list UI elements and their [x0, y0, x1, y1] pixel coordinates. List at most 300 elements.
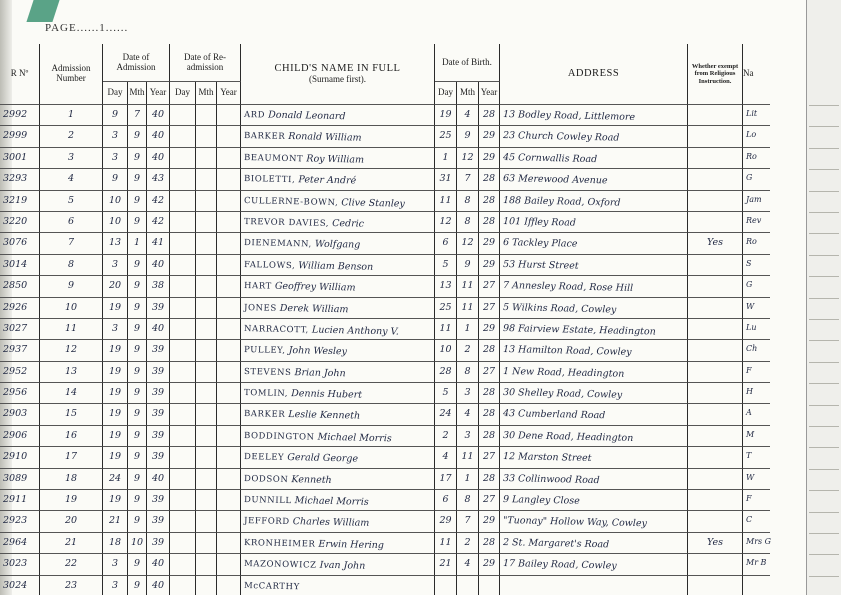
admission-month: 7 — [133, 109, 141, 120]
ref-number: 2910 — [3, 451, 28, 463]
given-names: William Benson — [298, 259, 374, 273]
readmission-month-cell — [196, 169, 217, 190]
birth-day-cell — [435, 191, 457, 212]
surname: DUNNILL — [243, 495, 292, 507]
childs-name-cell — [241, 212, 435, 233]
readmission-month-cell — [196, 426, 217, 447]
admission-number-cell — [40, 255, 103, 276]
address-cell — [500, 554, 688, 575]
birth-year-cell — [479, 191, 500, 212]
ref-number: 2903 — [3, 408, 28, 420]
birth-day-cell — [435, 404, 457, 425]
readmission-month-cell — [196, 447, 217, 468]
birth-day-cell — [435, 105, 457, 126]
birth-day-cell — [435, 533, 457, 554]
edge-rule-line — [809, 469, 839, 470]
admission-month: 9 — [133, 472, 141, 484]
admission-month: 9 — [133, 173, 141, 185]
given-names: Geoffrey William — [274, 280, 356, 294]
admission-month: 9 — [133, 151, 141, 163]
admission-year: 39 — [151, 408, 165, 420]
next-column-cell — [743, 426, 770, 447]
subheader-birth-month: Mth — [457, 82, 479, 105]
next-column-value: C — [746, 515, 753, 525]
next-column-cell — [743, 404, 770, 425]
exempt-cell — [688, 447, 743, 468]
birth-day: 1 — [442, 151, 449, 163]
readmission-month-cell — [196, 404, 217, 425]
next-column-value: T — [746, 451, 752, 461]
admission-month: 9 — [133, 429, 141, 441]
birth-year: 27 — [482, 494, 496, 506]
admission-day: 19 — [108, 408, 122, 420]
admission-day-cell — [103, 340, 128, 361]
readmission-year-cell — [217, 340, 241, 361]
edge-rule-line — [809, 319, 839, 320]
address-cell — [500, 191, 688, 212]
edge-rule-line — [809, 383, 839, 384]
ref-number: 2956 — [3, 387, 28, 399]
readmission-year-cell — [217, 233, 241, 254]
admission-month: 9 — [133, 387, 141, 399]
address: 30 Shelley Road, Cowley — [502, 387, 623, 401]
admission-number-cell — [40, 511, 103, 532]
admission-day-cell — [103, 276, 128, 297]
ref-number-cell — [0, 533, 40, 554]
admission-year-cell — [147, 404, 170, 425]
birth-year: 28 — [482, 472, 496, 484]
admission-month: 9 — [133, 130, 141, 142]
exempt-cell — [688, 105, 743, 126]
birth-month-cell — [457, 511, 479, 532]
birth-year-cell — [479, 212, 500, 233]
admission-day: 18 — [108, 536, 122, 548]
admission-day: 19 — [108, 494, 122, 506]
exempt-cell — [688, 383, 743, 404]
edge-rule-line — [809, 447, 839, 448]
birth-year: 29 — [482, 558, 496, 570]
birth-year-cell — [479, 426, 500, 447]
edge-rule-line — [809, 405, 839, 406]
ref-number: 2964 — [3, 536, 28, 548]
admission-day-cell — [103, 490, 128, 511]
birth-month: 1 — [464, 472, 471, 484]
birth-month-cell — [457, 383, 479, 404]
admission-number: 13 — [64, 365, 78, 377]
admission-day-cell — [103, 511, 128, 532]
given-names: Cedric — [332, 217, 365, 230]
ref-number: 2926 — [3, 301, 28, 313]
address: 5 Wilkins Road, Cowley — [502, 301, 617, 316]
next-column-cell — [743, 105, 770, 126]
exempt-cell — [688, 212, 743, 233]
birth-day-cell — [435, 362, 457, 383]
admission-day: 24 — [108, 472, 122, 484]
admission-year-cell — [147, 148, 170, 169]
admission-month: 9 — [133, 515, 141, 527]
admission-year-cell — [147, 340, 170, 361]
admission-month: 9 — [133, 579, 141, 591]
surname: TOMLIN, — [243, 388, 289, 400]
birth-day-cell — [435, 276, 457, 297]
ref-number-cell — [0, 554, 40, 575]
next-column-value: G — [746, 280, 753, 290]
admission-month: 1 — [133, 237, 141, 249]
birth-month-cell — [457, 426, 479, 447]
birth-day-cell — [435, 340, 457, 361]
exempt-cell — [688, 233, 743, 254]
readmission-year-cell — [217, 469, 241, 490]
next-column-cell — [743, 576, 770, 595]
address: 1 New Road, Headington — [502, 365, 625, 380]
header-admission-number: Admission Number — [40, 44, 103, 105]
ref-number-cell — [0, 404, 40, 425]
admission-day-cell — [103, 533, 128, 554]
admission-day: 19 — [108, 344, 122, 356]
admission-year-cell — [147, 105, 170, 126]
admission-month-cell — [128, 576, 147, 595]
readmission-month-cell — [196, 233, 217, 254]
admission-day: 19 — [108, 365, 122, 377]
admission-day: 3 — [111, 151, 119, 163]
address: 13 Bodley Road, Littlemore — [502, 109, 636, 123]
birth-month: 4 — [464, 109, 471, 120]
admission-day-cell — [103, 212, 128, 233]
address-cell — [500, 126, 688, 147]
birth-year-cell — [479, 169, 500, 190]
admission-day: 19 — [108, 301, 122, 313]
birth-year-cell — [479, 554, 500, 575]
childs-name-cell — [241, 276, 435, 297]
address-cell — [500, 169, 688, 190]
admission-year-cell — [147, 383, 170, 404]
admission-number: 6 — [67, 215, 75, 227]
admission-day: 13 — [108, 237, 122, 249]
next-column-cell — [743, 276, 770, 297]
birth-month: 3 — [464, 387, 471, 399]
readmission-month-cell — [196, 576, 217, 595]
admission-year-cell — [147, 191, 170, 212]
admission-number: 15 — [64, 408, 78, 420]
admission-day-cell — [103, 105, 128, 126]
admission-day: 19 — [108, 429, 122, 441]
birth-year-cell — [479, 490, 500, 511]
admission-month: 9 — [133, 322, 141, 334]
admission-number: 16 — [64, 429, 78, 441]
readmission-day-cell — [170, 426, 196, 447]
admission-number-cell — [40, 469, 103, 490]
readmission-month-cell — [196, 212, 217, 233]
subheader-readmission-month: Mth — [196, 82, 217, 105]
birth-year-cell — [479, 576, 500, 595]
address: 43 Cumberland Road — [502, 408, 606, 422]
header-next-column: Na — [743, 44, 770, 105]
admission-month: 9 — [133, 451, 141, 463]
admission-year: 39 — [151, 536, 165, 548]
edge-rule-line — [809, 362, 839, 363]
readmission-month-cell — [196, 490, 217, 511]
address: 30 Dene Road, Headington — [502, 429, 634, 444]
readmission-year-cell — [217, 383, 241, 404]
given-names: Michael Morris — [317, 431, 392, 445]
given-names: Dennis Hubert — [291, 388, 363, 401]
subheader-birth-day: Day — [435, 82, 457, 105]
address: 17 Bailey Road, Cowley — [502, 558, 617, 572]
next-column-cell — [743, 169, 770, 190]
admission-month-cell — [128, 105, 147, 126]
next-column-cell — [743, 126, 770, 147]
address: "Tuonay" Hollow Way, Cowley — [502, 515, 648, 530]
ref-number-cell — [0, 426, 40, 447]
address-cell — [500, 511, 688, 532]
admission-month-cell — [128, 319, 147, 340]
exempt-cell — [688, 298, 743, 319]
admission-year-cell — [147, 255, 170, 276]
ref-number-cell — [0, 169, 40, 190]
admission-number-cell — [40, 404, 103, 425]
admission-month-cell — [128, 490, 147, 511]
address-cell — [500, 148, 688, 169]
admission-day: 10 — [108, 194, 122, 206]
admission-day-cell — [103, 126, 128, 147]
admission-day: 21 — [108, 515, 122, 527]
birth-year-cell — [479, 148, 500, 169]
address-cell — [500, 255, 688, 276]
birth-day: 21 — [439, 558, 452, 570]
birth-day: 24 — [439, 408, 452, 420]
readmission-day-cell — [170, 383, 196, 404]
readmission-day-cell — [170, 212, 196, 233]
next-column-cell — [743, 383, 770, 404]
childs-name-cell — [241, 191, 435, 212]
childs-name-cell — [241, 511, 435, 532]
readmission-month-cell — [196, 298, 217, 319]
ref-number: 2923 — [3, 515, 28, 527]
readmission-day-cell — [170, 148, 196, 169]
header-ref: R Nº — [0, 44, 40, 105]
admission-number-cell — [40, 554, 103, 575]
admission-number: 23 — [64, 579, 78, 591]
childs-name-cell — [241, 319, 435, 340]
birth-year: 29 — [482, 237, 496, 249]
bookmark-ribbon — [26, 0, 59, 22]
next-column-value: Lu — [746, 322, 757, 332]
admission-number-cell — [40, 191, 103, 212]
address: 12 Marston Street — [502, 451, 592, 465]
next-column-cell — [743, 298, 770, 319]
address: 45 Cornwallis Road — [502, 151, 598, 165]
address: 6 Tackley Place — [502, 237, 578, 251]
surname: TREVOR DAVIES, — [243, 216, 330, 229]
ref-number-cell — [0, 576, 40, 595]
readmission-day-cell — [170, 319, 196, 340]
readmission-year-cell — [217, 276, 241, 297]
next-column-cell — [743, 319, 770, 340]
admission-year: 41 — [151, 237, 165, 249]
admission-number: 11 — [64, 322, 78, 334]
birth-month-cell — [457, 276, 479, 297]
admission-year: 40 — [151, 130, 165, 142]
next-column-value: Rev — [746, 215, 762, 225]
birth-month-cell — [457, 233, 479, 254]
birth-year-cell — [479, 233, 500, 254]
given-names: Clive Stanley — [341, 196, 405, 210]
ref-number-cell — [0, 233, 40, 254]
admission-month-cell — [128, 554, 147, 575]
given-names: Lucien Anthony V. — [311, 324, 399, 338]
admission-number-cell — [40, 383, 103, 404]
admission-month-cell — [128, 383, 147, 404]
admission-day: 19 — [108, 451, 122, 463]
birth-day: 25 — [439, 301, 452, 313]
address-cell — [500, 426, 688, 447]
subheader-birth-year: Year — [479, 82, 500, 105]
address: 9 Langley Close — [502, 494, 580, 507]
birth-year: 29 — [482, 322, 496, 334]
readmission-year-cell — [217, 576, 241, 595]
next-column-cell — [743, 469, 770, 490]
subheader-admission-year: Year — [147, 82, 170, 105]
exempt-cell — [688, 126, 743, 147]
birth-day: 10 — [439, 344, 452, 356]
admission-month: 9 — [133, 365, 141, 377]
admission-number-cell — [40, 126, 103, 147]
admission-day: 10 — [108, 215, 122, 227]
next-column-value: Jam — [746, 194, 762, 204]
admission-day-cell — [103, 191, 128, 212]
surname: ARD — [243, 110, 266, 121]
childs-name-cell — [241, 554, 435, 575]
birth-year: 27 — [482, 280, 496, 292]
surname: HART — [243, 281, 272, 292]
next-column-value: W — [746, 472, 755, 482]
exempt-cell — [688, 426, 743, 447]
birth-year: 28 — [482, 173, 496, 185]
admission-day: 19 — [108, 387, 122, 399]
admission-year: 39 — [151, 365, 165, 377]
readmission-day-cell — [170, 340, 196, 361]
readmission-day-cell — [170, 576, 196, 595]
birth-year-cell — [479, 447, 500, 468]
admission-day-cell — [103, 319, 128, 340]
given-names: Leslie Kenneth — [288, 409, 361, 423]
readmission-month-cell — [196, 554, 217, 575]
ref-number: 2952 — [3, 365, 28, 377]
header-date-of-readmission: Date of Re-admission — [170, 44, 241, 82]
readmission-year-cell — [217, 191, 241, 212]
admission-month: 9 — [133, 301, 141, 313]
ref-number: 3027 — [3, 322, 28, 334]
readmission-year-cell — [217, 126, 241, 147]
birth-month: 11 — [461, 451, 474, 463]
admission-day: 3 — [111, 579, 119, 591]
childs-name-cell — [241, 576, 435, 595]
birth-year-cell — [479, 362, 500, 383]
admission-number-cell — [40, 233, 103, 254]
readmission-day-cell — [170, 191, 196, 212]
admission-month-cell — [128, 233, 147, 254]
given-names: Brian John — [294, 366, 346, 379]
ref-number: 3293 — [3, 173, 28, 185]
admission-year-cell — [147, 469, 170, 490]
birth-month-cell — [457, 212, 479, 233]
admission-month: 9 — [133, 258, 141, 270]
next-column-value: G — [746, 173, 753, 183]
birth-day-cell — [435, 576, 457, 595]
surname: CULLERNE-BOWN, — [243, 195, 339, 208]
admission-year-cell — [147, 233, 170, 254]
ref-number-cell — [0, 105, 40, 126]
admission-number: 10 — [64, 301, 78, 313]
childs-name-cell — [241, 490, 435, 511]
birth-month-cell — [457, 148, 479, 169]
admission-number: 3 — [67, 151, 75, 163]
admission-number: 14 — [64, 387, 78, 399]
childs-name-cell — [241, 447, 435, 468]
birth-month: 8 — [464, 215, 471, 227]
readmission-year-cell — [217, 426, 241, 447]
exempt-cell — [688, 191, 743, 212]
address-cell — [500, 340, 688, 361]
admission-day: 9 — [111, 173, 119, 185]
admission-number: 7 — [67, 237, 75, 249]
ref-number-cell — [0, 255, 40, 276]
readmission-year-cell — [217, 255, 241, 276]
birth-month: 4 — [464, 558, 471, 570]
surname: JEFFORD — [243, 516, 290, 528]
ref-number: 3089 — [3, 472, 28, 484]
birth-day-cell — [435, 447, 457, 468]
admission-year-cell — [147, 447, 170, 468]
ref-number: 2937 — [3, 344, 28, 356]
subheader-admission-day: Day — [103, 82, 128, 105]
birth-year-cell — [479, 511, 500, 532]
admission-month-cell — [128, 426, 147, 447]
ref-number: 3219 — [3, 194, 28, 206]
next-column-value: H — [746, 387, 753, 397]
admission-month: 9 — [133, 494, 141, 506]
admission-month: 9 — [133, 280, 141, 292]
admission-year: 40 — [151, 109, 165, 120]
given-names: Roy William — [306, 153, 365, 166]
readmission-year-cell — [217, 105, 241, 126]
birth-year-cell — [479, 298, 500, 319]
admission-number-cell — [40, 319, 103, 340]
ref-number-cell — [0, 319, 40, 340]
admission-day-cell — [103, 362, 128, 383]
address: 101 Iffley Road — [502, 215, 577, 229]
given-names: Donald Leonard — [268, 109, 346, 123]
address-cell — [500, 362, 688, 383]
ref-number: 2850 — [3, 280, 28, 292]
address: 63 Merewood Avenue — [502, 173, 608, 187]
birth-day: 11 — [439, 536, 452, 548]
admission-day: 3 — [111, 322, 119, 334]
address: 2 St. Margaret's Road — [502, 536, 610, 551]
given-names: Peter André — [298, 174, 357, 187]
exempt-cell — [688, 490, 743, 511]
admission-number: 20 — [64, 515, 78, 527]
exempt-cell — [688, 276, 743, 297]
readmission-day-cell — [170, 533, 196, 554]
childs-name-cell — [241, 233, 435, 254]
next-column-cell — [743, 447, 770, 468]
next-column-cell — [743, 191, 770, 212]
ref-number: 3014 — [3, 258, 28, 270]
readmission-year-cell — [217, 490, 241, 511]
ref-number-cell — [0, 340, 40, 361]
next-column-value: Lit — [746, 109, 758, 118]
